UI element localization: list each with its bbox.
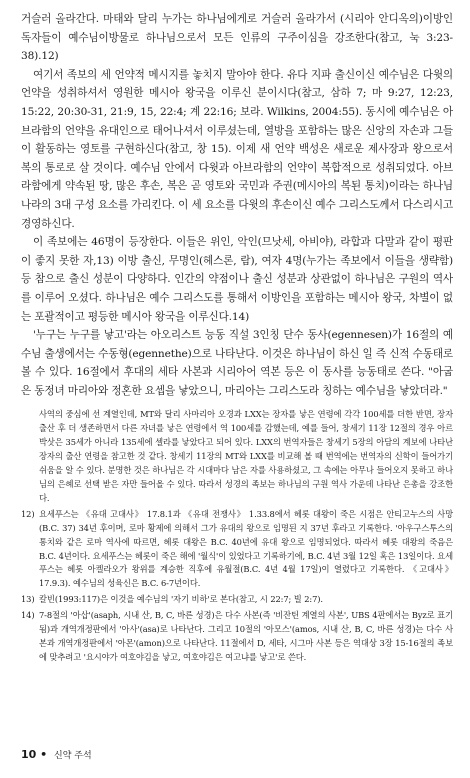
paragraph-1: 거슬러 올라간다. 마태와 달리 누가는 하나님에게로 거슬러 올라가서 (시리아 안디옥의)이방인 독자들이 예수님이방물로 하나님으로서 모든 인류의 구주이심을 강조한다(참고, 눅 3:23-38).12) (21, 13, 453, 63)
footnote-12: 12) 요세푸스는 《유대 고대사》 17.8.1과 《유대 전쟁사》 1.33.8에서 헤롯 대왕이 죽은 시점은 안티고누스의 사망(B.C. 37) 34년 후이며, 로마 황제에 의해서 그가 유대의 왕으로 임명된 지 37년 후라고 기록한다. '아우구스투스의 통치와 같은 로마 역사에 따르면, 헤롯 대왕은 B.C. 40년에 유대 왕으로 임명되었다. 따라서 헤롯 대왕의 죽음은 B.C. 4년이다. 요세푸스는 헤롯이 죽은 해에 '월식'이 있었다고 기록하기에, B.C. 4년 3월 12일 혹은 13일이다. 요세푸스는 헤롯 아켈라오가 왕위를 계승한 직후에 유월절(B.C. 4년 4월 17일)이 열렸다고 기록한다. 《고대사》 17.9.3). 예수님의 성육신은 B.C. 6-7년이다. (21, 508, 453, 589)
paragraph-2: 여기서 족보의 세 언약적 메시지를 놓치지 말아야 한다. 유다 지파 출신이신 예수님은 다윗의 언약을 성취하셔서 영원한 메시아 왕국을 이루신 분이시다(참고, 삼하 7; 마 9:27, 12:23, 15:22, 20:30-31, 21:9, 15, 22:4; 계 22:16; 보라. Wilkins, 2004:55). 동시에 예수님은 아브라함의 언약을 유대인으로 태어나셔서 이루셨는데, 열방을 포함하는 많은 신앙의 자손과 그들이 활동하는 영토를 구현하신다(참고, 창 15). 이제 새 언약 백성은 새로운 제사장과 왕으로서 복의 통로로 살 것이다. 예수님 안에서 다윗과 아브라함의 언약이 복합적으로 성취되었다. 아브라함에게 약속된 땅, 많은 후손, 복은 곧 영토와 국민과 주권(메시아의 복된 통치)이라는 하나님 나라의 3대 구성 요소를 가리킨다. 이 세 요소를 다윗의 후손이신 예수 그리스도께서 다스리시고 경영하신다. (21, 68, 453, 230)
page-footer (21, 748, 92, 761)
footnotes (21, 408, 453, 664)
paragraph-4: '누구는 누구를 낳고'라는 아오리스트 능동 직설 3인칭 단수 동사(egennesen)가 16절의 예수님 출생에서는 수동형(egennethe)으로 나타난다. 이것은 하나님이 하신 일 즉 신적 수동태로 볼 수 있다. 16절에서 후대의 세타 사본과 시리아어 역본 등은 이 동사를 능동태로 쓴다. "아굽은 동정녀 마리아와 정혼한 요셉을 낳았으니, 마리아는 그리스도라 칭하는 예수님을 낳았더라." (21, 329, 453, 397)
footnote-14: 14) 7-8절의 '아삽'(asaph, 시내 산, B, C, 바른 성경)은 다수 사본(즉 '비잔틴 계열의 사본', UBS 4판에서는 Byz로 표기됨)과 개역개정판에서 '아사'(asa)로 나타난다. 그리고 10절의 '아모스'(amos, 시내 산, B, C, 바른 성경)는 다수 사본과 개역개정판에서 '아몬'(amon)으로 나타난다. 11절에서 D, 세타, 시그마 사본 등은 역대상 3장 15-16절의 족보에 맞추려고 '요시야가 여호야김을 낳고, 여호야김은 여고냐를 낳고'로 쓴다. (21, 610, 453, 662)
footnote-continuation: 사역의 중심에 선 계열인데, MT와 달리 사마리아 오경과 LXX는 장자를 낳은 연령에 각각 100세를 더한 반면, 장자 출산 후 더 생존하면서 다른 자녀를 낳은 연령에서 역 100세를 감했는데, 예를 들어, 창세기 11장 12절의 경우 아르박삿은 35세가 아니라 135세에 셀라를 낳았다고 되어 있다. LXX의 번역자들은 창세기 5장의 아담의 계보에 나타난 장자의 출산 연령을 참고한 것 같다. 창세기 11장의 MT와 LXX를 비교해 볼 때 번역에는 번역자의 신학이 들어가기 쉬움을 알 수 있다. 분명한 것은 하나님은 각 시대마다 남은 자를 사용하셨고, 그 속에는 아무나 들어오지 못하고 하나님의 은혜로 선택 받은 자만 들어올 수 있다. 따라서 성경의 족보는 하나님의 구원 역사 가운데 나타난 은총을 강조한다. (39, 409, 453, 503)
footer-separator: • (40, 748, 48, 761)
footnote-13: 13) 칼빈(1993:117)은 이것을 예수님의 '자기 비하'로 본다(참고, 시 22:7; 빌 2:7). (21, 594, 323, 605)
page (21, 10, 453, 667)
main-text (21, 10, 453, 400)
page-number: 10 (21, 748, 37, 761)
book-title: 신약 주석 (54, 751, 92, 761)
paragraph-3: 이 족보에는 46명이 등장한다. 이들은 위인, 악인(므낫세, 아비야), 라합과 다말과 같이 평판이 좋지 못한 자,13) 이방 출신, 무명인(헤스론, 람), 여자 4명(누가는 족보에서 이들을 생략함) 등 참으로 출신 성분이 다양하다. 인간의 약점이나 출신 성분과 상관없이 하나님은 구원의 역사를 이루어 오셨다. 하나님은 예수 그리스도를 통해서 이방인을 포함하는 메시아 왕국, 차별이 없는 포괄적이고 평등한 메시아 왕국을 이루신다.14) (21, 236, 453, 323)
